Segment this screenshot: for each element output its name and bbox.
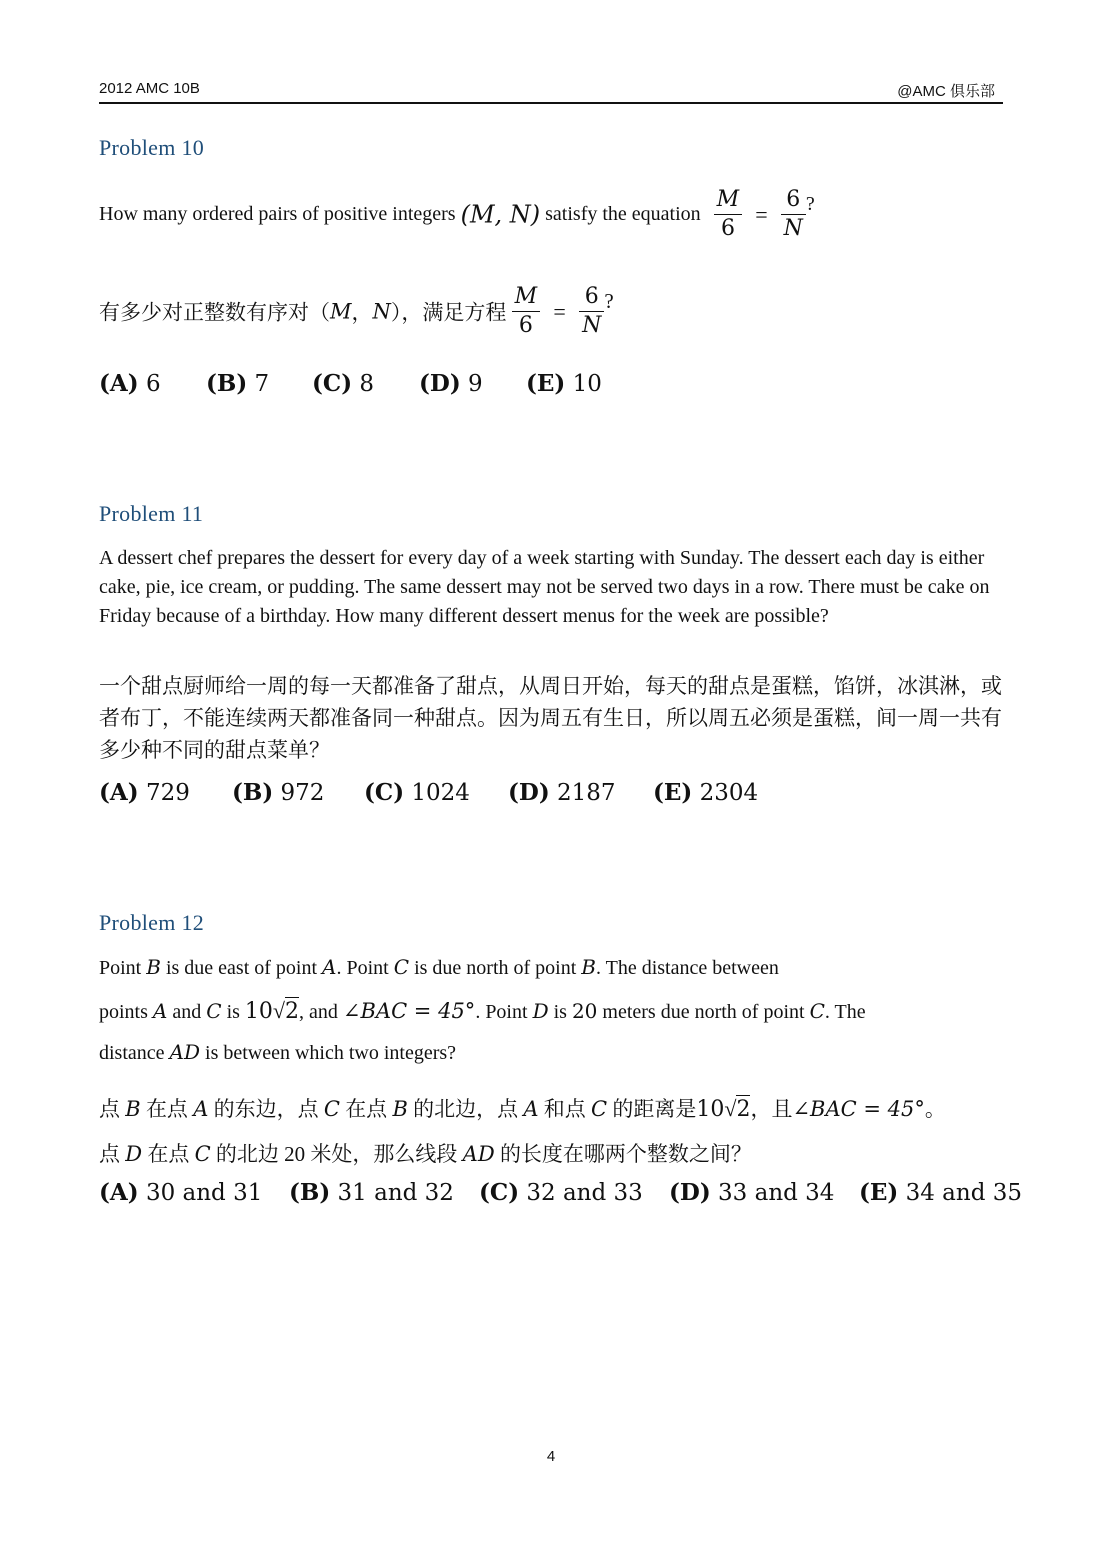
choice-d: (D) 9	[419, 370, 483, 397]
page-header	[99, 80, 1003, 104]
fraction-m-over-6: $\frac{M}{6}$	[714, 186, 743, 243]
page-number: 4	[546, 1448, 556, 1465]
problem-11-title: Problem 11	[99, 501, 204, 526]
choice-c: (C) 32 and 33	[479, 1179, 643, 1206]
choice-e: (E) 2304	[653, 779, 759, 806]
problem-10-title: Problem 10	[99, 135, 205, 160]
problem-11-question-zh: 一个甜点厨师给一周的每一天都准备了甜点，从周日开始，每天的甜点是蛋糕，馅饼，冰淇淋，或者布丁，不能连续两天都准备同一种甜点。因为周五有生日，所以周五必须是蛋糕，间一周一共有多少种不同的甜点菜单？	[99, 674, 1002, 762]
problem-12-title: Problem 12	[99, 910, 205, 935]
problem-10-question-zh: 有多少对正整数有序对（M，N），满足方程 $\frac{M}{6}$ = $\frac{6}{N}$ ?	[99, 284, 614, 338]
fraction-6-over-n: $\frac{6}{N}$	[781, 186, 806, 243]
problem-12-line-1: Point B is due east of point A. Point C is due north of point B. The distance between	[99, 955, 779, 979]
problem-11-question-en: A dessert chef prepares the dessert for every day of a week starting with Sunday. The dessert each day is either cake, pie, ice cream, or pudding. The same dessert may not be served two days in a row. There must be cake on Friday because of a birthday. How many different dessert menus for the week are possible?	[99, 547, 990, 627]
choice-c: (C) 1024	[364, 779, 470, 806]
choice-a: (A) 6	[99, 370, 161, 397]
choice-a: (A) 729	[99, 779, 190, 806]
choice-c: (C) 8	[312, 370, 375, 397]
problem-12-zh-line-2: 点 D 在点 C 的北边 20 米处，那么线段 AD 的长度在哪两个整数之间？	[99, 1142, 752, 1166]
problem-10-question-en: How many ordered pairs of positive integers (M, N) satisfy the equation $\frac{M}{6}$ = $\frac{6}{N}$ ?	[99, 187, 815, 241]
choice-b: (B) 7	[206, 370, 270, 397]
problem-12-zh-line-1: 点 B 在点 A 的东边，点 C 在点 B 的北边，点 A 和点 C 的距离是10√2，且∠BAC = 45°。	[99, 1096, 946, 1122]
problem-12-line-3: distance AD is between which two integers?	[99, 1040, 457, 1064]
pair-mn: (M, N)	[460, 200, 541, 229]
header-right: @AMC 俱乐部	[897, 83, 995, 100]
choice-b: (B) 972	[232, 779, 325, 806]
choice-d: (D) 2187	[508, 779, 616, 806]
fraction-m-over-6-zh: $\frac{M}{6}$	[512, 283, 541, 340]
choice-e: (E) 34 and 35	[859, 1179, 1023, 1206]
header-left: 2012 AMC 10B	[99, 80, 200, 97]
choice-e: (E) 10	[526, 370, 602, 397]
problem-12-line-2: points A and C is 10√2, and ∠BAC = 45°. Point D is 20 meters due north of point C. The	[99, 998, 866, 1024]
choice-d: (D) 33 and 34	[669, 1179, 835, 1206]
fraction-6-over-n-zh: $\frac{6}{N}$	[579, 283, 604, 340]
choice-a: (A) 30 and 31	[99, 1179, 263, 1206]
choice-b: (B) 31 and 32	[289, 1179, 454, 1206]
